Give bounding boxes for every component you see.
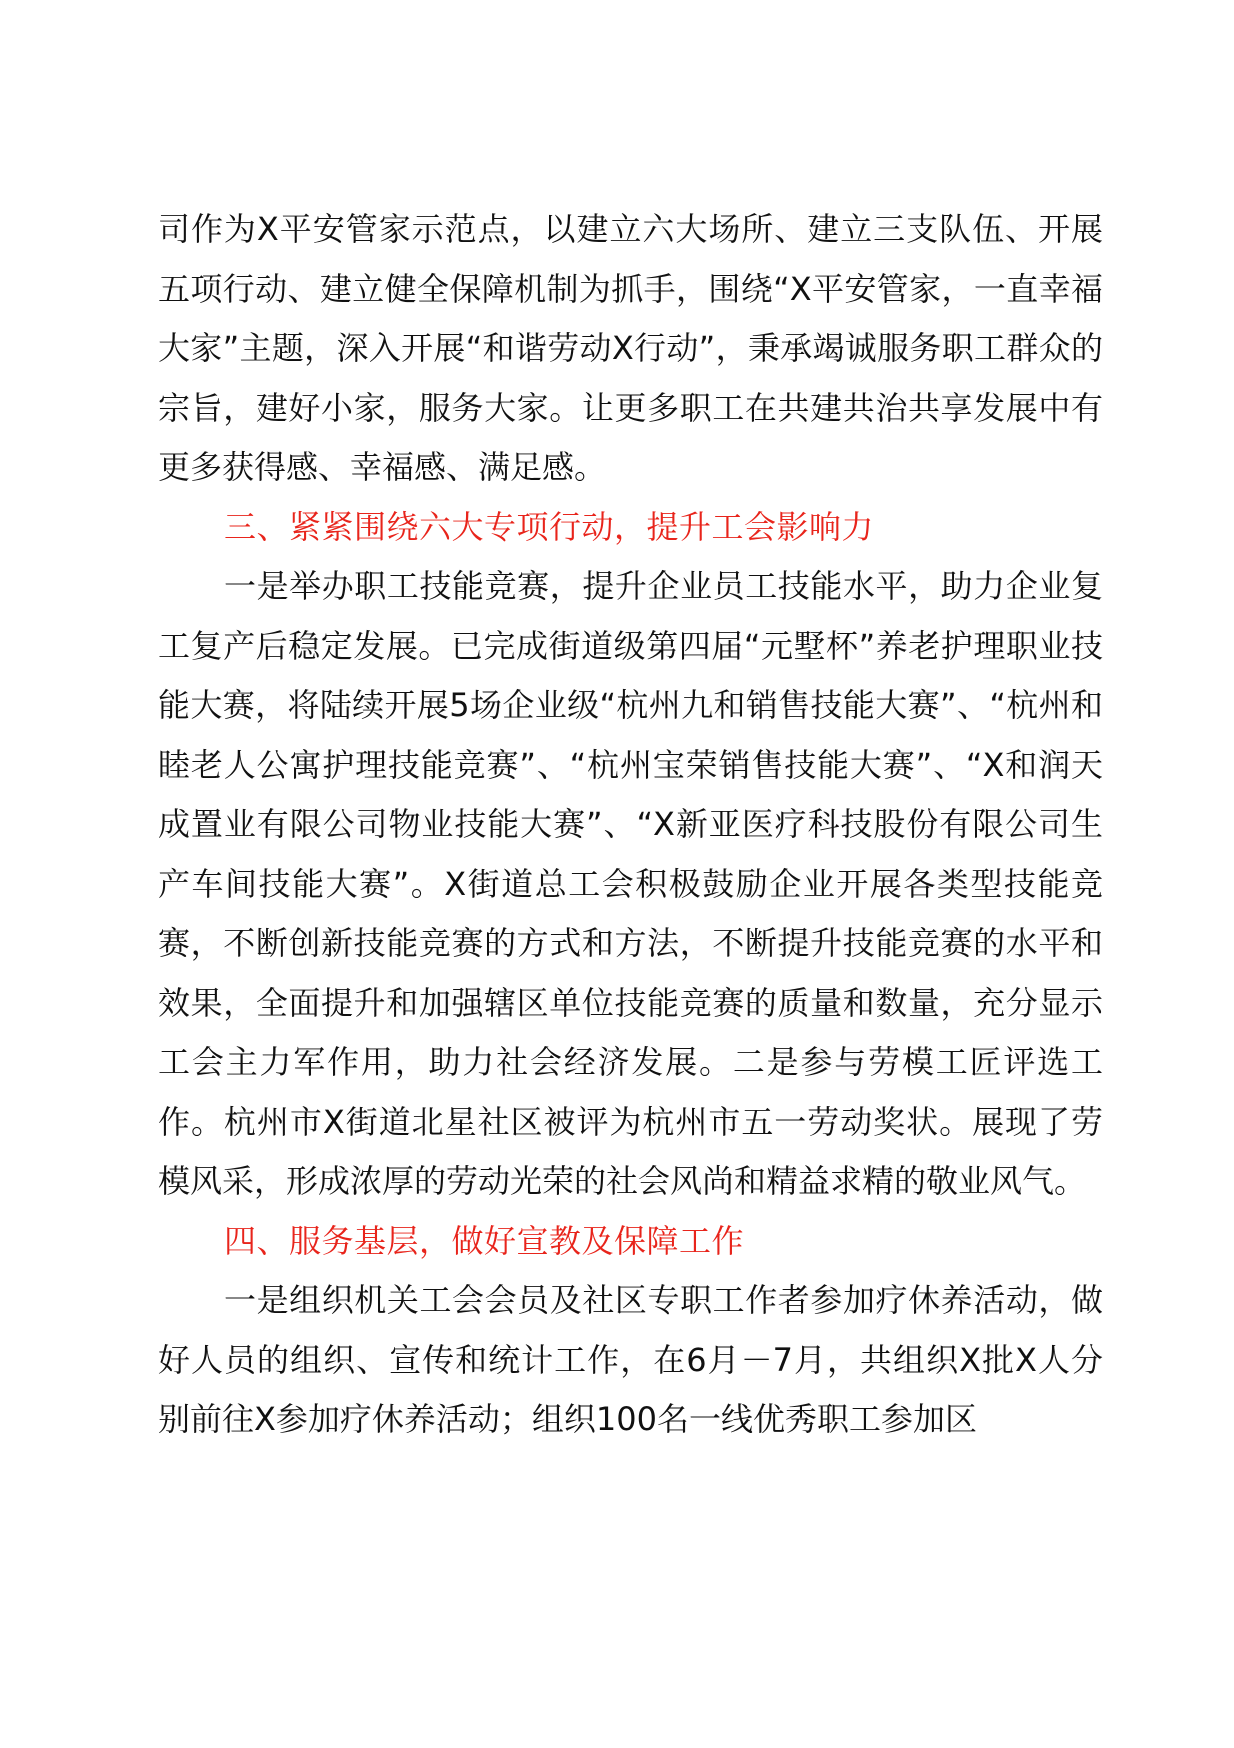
section-heading-three: 三、紧紧围绕六大专项行动，提升工会影响力 [224,507,875,546]
paragraph-skills-competition: 一是举办职工技能竞赛，提升企业员工技能水平，助力企业复工复产后稳定发展。已完成街道级第四届“元墅杯”养老护理职业技能大赛，将陆续开展5场企业级“杭州九和销售技能大赛”、“杭州和睦老人公寓护理技能竞赛”、“杭州宝荣销售技能大赛”、“X和润天成置业有限公司物业技能大赛”、“X新亚医疗科技股份有限公司生产车间技能大赛”。X街道总工会积极鼓励企业开展各类型技能竞赛，不断创新技能竞赛的方式和方法，不断提升技能竞赛的水平和效果，全面提升和加强辖区单位技能竞赛的质量和数量，充分显示工会主力军作用，助力社会经济发展。二是参与劳模工匠评选工作。杭州市X街道北星社区被评为杭州市五一劳动奖状。展现了劳模风采，形成浓厚的劳动光荣的社会风尚和精益求精的敬业风气。 [158,567,1103,1200]
paragraph-rest-activities: 一是组织机关工会会员及社区专职工作者参加疗休养活动，做好人员的组织、宣传和统计工作，在6月－7月，共组织X批X人分别前往X参加疗休养活动；组织100名一线优秀职工参加区 [158,1281,1103,1438]
document-body [158,200,1103,1450]
paragraph-continuation: 司作为X平安管家示范点，以建立六大场所、建立三支队伍、开展五项行动、建立健全保障机制为抓手，围绕“X平安管家，一直幸福大家”主题，深入开展“和谐劳动X行动”，秉承竭诚服务职工群众的宗旨，建好小家，服务大家。让更多职工在共建共治共享发展中有更多获得感、幸福感、满足感。 [158,210,1103,486]
section-heading-four: 四、服务基层，做好宣教及保障工作 [224,1221,745,1260]
